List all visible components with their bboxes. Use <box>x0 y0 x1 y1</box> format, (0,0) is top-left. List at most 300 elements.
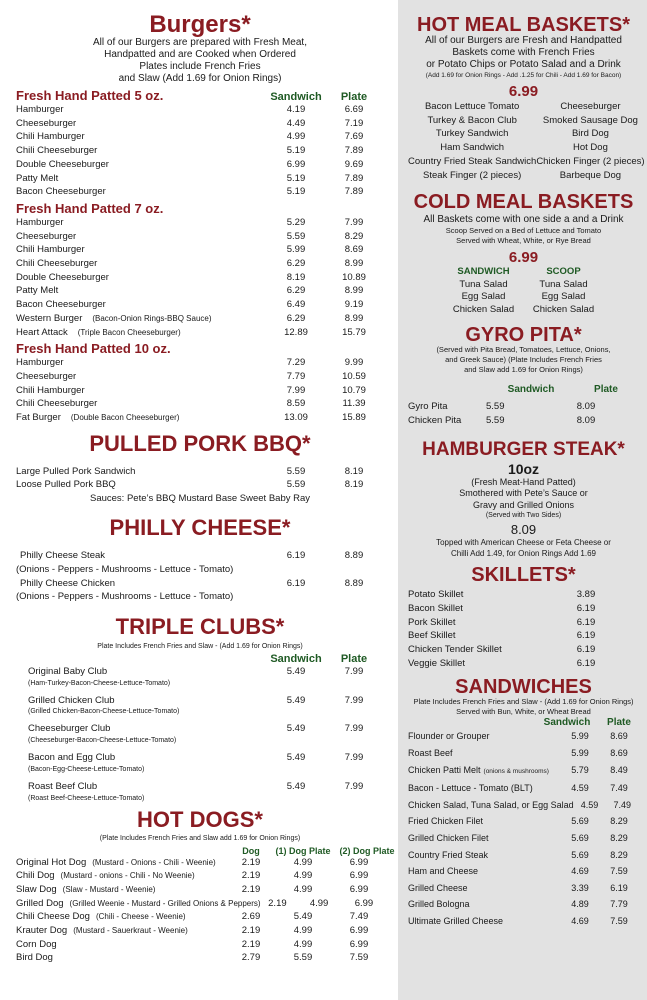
item-one-dog-plate-price: 4.99 <box>293 870 313 882</box>
item-plate-price: 7.99 <box>344 723 364 735</box>
burger-section-heading: Fresh Hand Patted 5 oz. <box>16 88 164 103</box>
item-name: Patty Melt <box>16 285 59 297</box>
hot-meal-item: Smoked Sausage Dog <box>542 114 638 126</box>
item-price: 6.19 <box>576 616 596 628</box>
item-plate-price: 7.59 <box>610 866 628 877</box>
item-name: Beef Skillet <box>408 630 456 642</box>
cold-sandwich-item: Egg Salad <box>461 291 506 303</box>
item-two-dog-plate-price: 7.59 <box>349 952 369 964</box>
item-name: Chicken Pita <box>408 414 462 426</box>
item-name: Chili Cheese Dog (Chili - Cheese - Weenie) <box>16 911 186 923</box>
item-name: Grilled Chicken Club <box>28 694 115 706</box>
item-two-dog-plate-price: 6.99 <box>349 870 369 882</box>
item-plate-price: 6.19 <box>610 882 628 893</box>
philly-row <box>16 577 384 591</box>
item-plate-price: 8.09 <box>576 414 596 426</box>
hot-meal-item: Ham Sandwich <box>440 142 505 154</box>
col-sandwich: Sandwich <box>270 91 322 103</box>
item-note: (Slaw - Mustard - Weenie) <box>62 884 156 894</box>
gyro-row <box>408 400 639 414</box>
item-plate-price: 9.19 <box>344 299 364 311</box>
item-plate-price: 6.69 <box>344 104 364 115</box>
burger-item-row <box>16 384 384 398</box>
burgers-desc: Plates include French Fries <box>139 61 261 72</box>
right-column <box>398 0 647 1000</box>
item-sandwich-price: 4.99 <box>286 131 306 143</box>
sauces-line: Sauces: Pete’s BBQ Mustard Base Sweet Baby Ray <box>90 493 311 505</box>
item-sandwich-price: 5.19 <box>286 172 306 184</box>
item-note: (Mustard - onions - Chili - No Weenie) <box>60 871 195 881</box>
col-plate: Plate <box>607 717 631 729</box>
hot-dog-row <box>16 938 384 952</box>
item-sandwich-price: 5.49 <box>286 694 306 706</box>
item-name: Pork Skillet <box>408 616 456 628</box>
triple-club-note: (Roast Beef-Cheese-Lettuce-Tomato) <box>28 794 145 802</box>
sandwich-row <box>408 762 639 781</box>
item-price: 6.19 <box>576 602 596 614</box>
item-dog-price: 2.79 <box>241 952 261 964</box>
gyro-header <box>408 384 639 395</box>
item-plate-price: 7.89 <box>344 145 364 157</box>
cold-meal-small: Scoop Served on a Bed of Lettuce and Tomato <box>445 226 602 236</box>
item-sandwich-price: 5.49 <box>286 665 306 677</box>
burgers-desc: All of our Burgers are prepared with Fresh Meat, <box>93 37 307 48</box>
burger-item-row <box>16 103 384 117</box>
cold-sandwich-item: Chicken Salad <box>452 303 515 315</box>
item-plate-price: 7.89 <box>344 172 364 184</box>
item-one-dog-plate-price: 4.99 <box>293 883 313 895</box>
steak-size: 10oz <box>507 460 540 477</box>
burger-item-row <box>16 117 384 131</box>
item-sandwich-price: 5.49 <box>286 780 306 792</box>
item-two-dog-plate-price: 6.99 <box>349 938 369 950</box>
item-plate-price: 7.99 <box>344 694 364 706</box>
item-plate-price: 8.89 <box>344 577 364 589</box>
item-sandwich-price: 8.59 <box>286 398 306 410</box>
item-plate-price: 7.59 <box>610 915 628 926</box>
hot-dog-row <box>16 924 384 938</box>
section-title-skillets: SKILLETS* <box>471 564 576 587</box>
item-sandwich-price: 6.29 <box>286 312 306 324</box>
triple-club-row <box>16 751 384 765</box>
item-sandwich-price: 4.59 <box>571 783 589 794</box>
item-plate-price: 9.69 <box>344 158 364 170</box>
burger-item-row <box>16 172 384 186</box>
item-one-dog-plate-price: 4.99 <box>293 938 313 950</box>
item-name: Loose Pulled Pork BBQ <box>16 479 116 491</box>
item-two-dog-plate-price: 6.99 <box>349 925 369 937</box>
item-dog-price: 2.19 <box>268 897 287 909</box>
item-sandwich-price: 4.49 <box>286 117 306 129</box>
hot-dogs-header <box>16 845 395 856</box>
hot-meal-item: Cheeseburger <box>560 101 621 112</box>
item-name: Bacon Cheeseburger <box>16 299 106 311</box>
col-plate: Plate <box>594 384 618 396</box>
item-sandwich-price: 5.49 <box>286 752 306 764</box>
sandwich-row <box>408 847 639 864</box>
col-sandwich: Sandwich <box>507 384 555 396</box>
item-plate-price: 8.69 <box>610 747 628 758</box>
steak-topped: Topped with American Cheese or Feta Cheese or <box>436 538 611 548</box>
item-plate-price: 8.89 <box>344 550 364 562</box>
burgers-desc: Handpatted and are Cooked when Ordered <box>104 49 296 60</box>
col-dog: Dog <box>242 845 260 856</box>
item-sandwich-price: 5.19 <box>286 145 306 157</box>
item-name: Ultimate Grilled Cheese <box>408 915 504 926</box>
triple-club-row <box>16 694 384 708</box>
item-sandwich-price: 6.19 <box>286 550 306 562</box>
item-sandwich-price: 5.59 <box>286 479 306 491</box>
item-one-dog-plate-price: 4.99 <box>293 925 313 937</box>
philly-row <box>16 549 384 563</box>
item-two-dog-plate-price: 7.49 <box>349 911 369 923</box>
item-note: (Bacon-Onion Rings-BBQ Sauce) <box>92 313 212 323</box>
hot-dog-row <box>16 951 384 965</box>
item-name: Bacon and Egg Club <box>28 752 116 764</box>
item-name: Bacon Cheeseburger <box>16 186 106 198</box>
item-name: Cheeseburger <box>16 230 77 242</box>
item-sandwich-price: 5.99 <box>286 244 306 256</box>
item-note: (onions & mushrooms) <box>483 767 549 775</box>
triple-club-note: (Cheeseburger-Bacon-Cheese-Lettuce-Tomato) <box>28 737 177 745</box>
item-one-dog-plate-price: 5.49 <box>293 911 313 923</box>
item-name: Hamburger <box>16 357 64 369</box>
item-plate-price: 7.49 <box>610 783 628 794</box>
triple-clubs-desc: Plate Includes French Fries and Slaw - (Add 1.69 for Onion Rings) <box>97 642 303 650</box>
skillet-row <box>408 657 639 671</box>
item-name: Corn Dog <box>16 938 57 950</box>
item-dog-price: 2.19 <box>241 856 261 868</box>
item-note: (Mustard - Onions - Chili - Weenie) <box>92 857 216 867</box>
burger-section-header <box>16 201 384 216</box>
pulled-pork-row <box>16 465 384 479</box>
item-sandwich-price: 5.59 <box>486 401 505 413</box>
item-sandwich-price: 5.69 <box>571 816 589 827</box>
steak-price: 8.09 <box>510 522 537 538</box>
hot-meal-price: 6.99 <box>508 83 539 100</box>
item-sandwich-price: 5.99 <box>571 747 589 758</box>
item-name: Bacon Skillet <box>408 602 463 614</box>
item-name: Chicken Patti Melt (onions & mushrooms) <box>408 764 549 775</box>
item-name: Chili Hamburger <box>16 131 85 143</box>
item-name: Hamburger <box>16 216 64 228</box>
hot-dogs-desc: (Plate Includes French Fries and Slaw add 1.69 for Onion Rings) <box>99 834 301 842</box>
hot-meal-item: Chicken Finger (2 pieces) <box>536 155 645 167</box>
item-price: 3.89 <box>576 589 596 601</box>
burger-item-row <box>16 326 384 340</box>
hot-dog-row <box>16 856 384 870</box>
steak-small: (Served with Two Sides) <box>485 512 562 520</box>
item-plate-price: 8.09 <box>576 401 596 413</box>
item-note: (Chili - Cheese - Weenie) <box>95 912 186 922</box>
col-scoop: SCOOP <box>546 266 581 278</box>
section-title-cold-meal: COLD MEAL BASKETS <box>413 191 634 214</box>
item-name: Western Burger (Bacon-Onion Rings-BBQ Sauce) <box>16 312 212 324</box>
item-plate-price: 15.89 <box>342 412 366 424</box>
section-title-sandwiches: SANDWICHES <box>455 676 592 699</box>
item-plate-price: 15.79 <box>342 326 366 338</box>
item-name: Grilled Chicken Filet <box>408 832 489 843</box>
item-one-dog-plate-price: 4.99 <box>309 897 329 909</box>
hot-meal-item: Barbeque Dog <box>559 169 622 181</box>
burger-item-row <box>16 397 384 411</box>
hot-meal-item: Bacon Lettuce Tomato <box>424 101 520 112</box>
triple-club-row <box>16 665 384 679</box>
col-one-dog-plate: (1) Dog Plate <box>275 845 331 856</box>
hot-dog-row <box>16 910 384 924</box>
item-plate-price: 8.99 <box>344 285 364 297</box>
hot-meal-desc: or Potato Chips or Potato Salad and a Drink <box>426 59 621 70</box>
item-sandwich-price: 4.69 <box>571 915 589 926</box>
item-name: Chili Cheeseburger <box>16 398 98 410</box>
item-sandwich-price: 6.19 <box>286 577 306 589</box>
hot-meal-item: Steak Finger (2 pieces) <box>423 169 522 181</box>
item-name: Chili Dog (Mustard - onions - Chili - No Weenie) <box>16 870 195 882</box>
item-name: Krauter Dog (Mustard - Sauerkraut - Weenie) <box>16 925 188 937</box>
sandwich-row <box>408 913 639 930</box>
hot-meal-item: Bird Dog <box>571 128 609 140</box>
steak-desc: Gravy and Grilled Onions <box>472 499 575 510</box>
item-plate-price: 7.19 <box>344 117 364 129</box>
item-sandwich-price: 12.89 <box>284 326 308 338</box>
item-name: Slaw Dog (Slaw - Mustard - Weenie) <box>16 883 156 895</box>
item-sandwich-price: 6.99 <box>286 158 306 170</box>
gyro-desc: and Slaw add 1.69 for Onion Rings) <box>464 365 583 375</box>
sandwich-row <box>408 813 639 830</box>
gyro-row <box>408 414 639 428</box>
item-dog-price: 2.19 <box>241 870 261 882</box>
burger-item-row <box>16 130 384 144</box>
hot-meal-item: Turkey Sandwich <box>435 128 509 140</box>
section-title-gyro: GYRO PITA* <box>465 324 582 347</box>
item-plate-price: 8.29 <box>610 849 628 860</box>
burger-section-header <box>16 88 384 103</box>
item-plate-price: 8.19 <box>344 465 364 477</box>
sandwiches-header <box>408 717 639 728</box>
cold-scoop-item: Tuna Salad <box>539 278 588 290</box>
item-name: Veggie Skillet <box>408 657 466 669</box>
item-name: Patty Melt <box>16 172 59 184</box>
item-dog-price: 2.19 <box>241 883 261 895</box>
item-sandwich-price: 5.59 <box>286 230 306 242</box>
spacer <box>16 653 258 665</box>
col-sandwich: Sandwich <box>543 717 591 729</box>
sandwich-row <box>408 797 639 814</box>
cold-scoop-item: Chicken Salad <box>532 303 595 315</box>
item-name: Cheeseburger Club <box>28 723 111 735</box>
item-name: Double Cheeseburger <box>16 271 109 283</box>
item-sandwich-price: 5.99 <box>571 731 589 742</box>
item-note: (Grilled Weenie - Mustard - Grilled Onions & Peppers) <box>69 898 261 908</box>
burger-item-row <box>16 230 384 244</box>
item-name: Flounder or Grouper <box>408 731 490 742</box>
item-plate-price: 10.79 <box>342 384 366 396</box>
skillet-row <box>408 588 639 602</box>
item-name: Roast Beef Club <box>28 780 98 792</box>
burger-item-row <box>16 144 384 158</box>
item-name: Fat Burger (Double Bacon Cheeseburger) <box>16 412 180 424</box>
item-name: Large Pulled Pork Sandwich <box>16 465 136 477</box>
skillet-row <box>408 629 639 643</box>
burger-section-heading: Fresh Hand Patted 10 oz. <box>16 341 171 357</box>
burger-item-row <box>16 185 384 199</box>
item-name: Chili Cheeseburger <box>16 145 98 157</box>
skillet-row <box>408 643 639 657</box>
item-sandwich-price: 6.29 <box>286 285 306 297</box>
burger-item-row <box>16 411 384 425</box>
steak-desc: (Fresh Meat-Hand Patted) <box>471 476 576 487</box>
item-one-dog-plate-price: 4.99 <box>293 856 313 868</box>
item-plate-price: 11.39 <box>342 398 366 410</box>
burger-section-header <box>16 341 384 356</box>
philly-note: (Onions - Peppers - Mushrooms - Lettuce - Tomato) <box>16 563 234 575</box>
item-sandwich-price: 5.49 <box>286 723 306 735</box>
item-plate-price: 7.79 <box>610 899 628 910</box>
item-name: Roast Beef <box>408 747 453 758</box>
steak-topped: Chilli Add 1.49, for Onion Rings Add 1.69 <box>451 549 596 559</box>
burger-item-row <box>16 312 384 326</box>
item-note: (Mustard - Sauerkraut - Weenie) <box>73 926 188 936</box>
triple-club-note: (Bacon-Egg-Cheese-Lettuce-Tomato) <box>28 765 145 773</box>
item-sandwich-price: 6.49 <box>286 299 306 311</box>
item-name: Philly Cheese Steak <box>20 550 106 562</box>
item-sandwich-price: 5.59 <box>286 465 306 477</box>
cold-meal-small: Served with Wheat, White, or Rye Bread <box>456 236 591 246</box>
hot-meal-item: Hot Dog <box>573 142 608 154</box>
item-name: Heart Attack (Triple Bacon Cheeseburger) <box>16 326 181 338</box>
item-name: Original Baby Club <box>28 665 108 677</box>
item-price: 6.19 <box>576 643 596 655</box>
item-plate-price: 7.89 <box>344 186 364 198</box>
sandwiches-desc: Served with Bun, White, or Wheat Bread <box>456 707 591 717</box>
section-title-hot-dogs: HOT DOGS* <box>137 806 263 832</box>
gyro-desc: (Served with Pita Bread, Tomatoes, Lettuce, Onions, <box>436 345 611 355</box>
item-sandwich-price: 4.59 <box>580 799 599 810</box>
section-title-burgers: Burgers* <box>149 11 251 38</box>
item-sandwich-price: 5.79 <box>571 764 589 775</box>
burger-item-row <box>16 370 384 384</box>
cold-sandwich-item: Tuna Salad <box>459 278 508 290</box>
hot-meal-desc: Baskets come with French Fries <box>452 47 595 58</box>
item-name: Chili Hamburger <box>16 384 85 396</box>
item-name: Hamburger <box>16 104 64 115</box>
item-sandwich-price: 5.29 <box>286 216 306 228</box>
cold-meal-price: 6.99 <box>508 249 539 267</box>
hot-meal-small: (Add 1.69 for Onion Rings - Add .1.25 for Chili - Add 1.69 for Bacon) <box>425 72 622 79</box>
item-name: Bird Dog <box>16 952 53 964</box>
item-plate-price: 8.29 <box>610 832 628 843</box>
item-sandwich-price: 8.19 <box>286 271 306 283</box>
burger-item-row <box>16 271 384 285</box>
triple-club-note: (Ham-Turkey-Bacon-Cheese-Lettuce-Tomato) <box>28 679 171 687</box>
item-sandwich-price: 4.19 <box>286 104 306 115</box>
burger-item-row <box>16 216 384 230</box>
burgers-desc: and Slaw (Add 1.69 for Onion Rings) <box>118 73 282 84</box>
col-sandwich: SANDWICH <box>457 266 510 278</box>
burger-item-row <box>16 158 384 172</box>
item-plate-price: 8.69 <box>610 731 628 742</box>
cold-meal-items <box>444 266 604 316</box>
burger-item-row <box>16 243 384 257</box>
item-name: Potato Skillet <box>408 589 464 601</box>
philly-note: (Onions - Peppers - Mushrooms - Lettuce - Tomato) <box>16 591 234 603</box>
item-price: 6.19 <box>576 657 596 669</box>
sandwich-row <box>408 896 639 913</box>
spacer <box>408 717 535 728</box>
item-plate-price: 8.49 <box>610 764 628 775</box>
item-note: (Triple Bacon Cheeseburger) <box>77 327 181 337</box>
triple-club-row <box>16 722 384 736</box>
sandwich-row <box>408 780 639 797</box>
sandwich-row <box>408 745 639 762</box>
item-name: Double Cheeseburger <box>16 158 109 170</box>
section-title-hot-meal: HOT MEAL BASKETS* <box>417 14 630 36</box>
sandwich-row <box>408 880 639 897</box>
pulled-pork-row <box>16 478 384 492</box>
item-name: Chicken Tender Skillet <box>408 643 502 655</box>
item-dog-price: 2.19 <box>241 925 261 937</box>
burger-item-row <box>16 298 384 312</box>
item-sandwich-price: 4.69 <box>571 866 589 877</box>
item-name: Ham and Cheese <box>408 866 479 877</box>
item-price: 6.19 <box>576 630 596 642</box>
sandwiches-desc: Plate Includes French Fries and Slaw - (Add 1.69 for Onion Rings) <box>413 697 634 707</box>
item-two-dog-plate-price: 6.99 <box>349 856 369 868</box>
item-name: Cheeseburger <box>16 370 77 382</box>
hot-meal-item: Turkey & Bacon Club <box>427 114 517 126</box>
item-plate-price: 8.29 <box>610 816 628 827</box>
item-plate-price: 8.99 <box>344 312 364 324</box>
item-name: Chili Hamburger <box>16 244 85 256</box>
item-name: Chili Cheeseburger <box>16 258 98 270</box>
item-plate-price: 7.69 <box>344 131 364 143</box>
item-name: Grilled Dog (Grilled Weenie - Mustard - Grilled Onions & Peppers) <box>16 897 261 909</box>
item-sandwich-price: 7.79 <box>286 370 306 382</box>
skillet-row <box>408 602 639 616</box>
item-plate-price: 9.99 <box>344 357 364 369</box>
item-name: Fried Chicken Filet <box>408 816 484 827</box>
item-name: Grilled Cheese <box>408 882 468 893</box>
sandwich-row <box>408 728 639 745</box>
col-sandwich: Sandwich <box>270 652 322 665</box>
section-title-philly: PHILLY CHEESE* <box>109 515 291 541</box>
item-sandwich-price: 7.99 <box>286 384 306 396</box>
item-sandwich-price: 7.29 <box>286 357 306 369</box>
item-name: Country Fried Steak <box>408 849 489 860</box>
item-sandwich-price: 5.59 <box>486 414 505 426</box>
burger-item-row <box>16 284 384 298</box>
spacer <box>408 384 486 395</box>
gyro-desc: and Greek Sauce) (Plate Includes French Fries <box>445 355 602 365</box>
item-sandwich-price: 4.89 <box>571 899 589 910</box>
item-plate-price: 10.59 <box>342 370 366 382</box>
spacer <box>16 846 230 856</box>
cold-scoop-item: Egg Salad <box>541 291 586 303</box>
hot-meal-item: Country Fried Steak Sandwich <box>408 155 537 167</box>
hot-dog-row <box>16 897 384 911</box>
col-plate: Plate <box>340 91 368 103</box>
item-plate-price: 7.99 <box>344 216 364 228</box>
hot-meal-items <box>408 100 645 182</box>
item-plate-price: 8.19 <box>344 479 364 491</box>
section-title-pulled-pork: PULLED PORK BBQ* <box>89 430 311 456</box>
item-one-dog-plate-price: 5.59 <box>293 952 313 964</box>
item-name: Philly Cheese Chicken <box>20 577 116 589</box>
item-plate-price: 7.99 <box>344 780 364 792</box>
triple-club-note: (Grilled Chicken-Bacon-Cheese-Lettuce-Tomato) <box>28 708 180 716</box>
item-dog-price: 2.19 <box>241 938 261 950</box>
item-sandwich-price: 13.09 <box>284 412 308 424</box>
